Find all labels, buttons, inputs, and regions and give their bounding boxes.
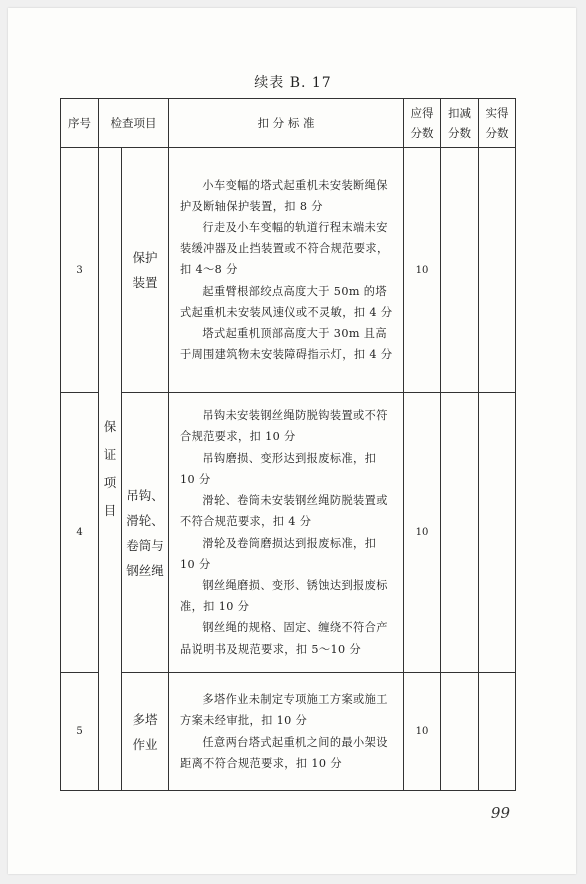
deduct-score [441,393,479,673]
standard-cell [169,148,404,393]
header-no: 序号 [61,99,99,148]
standard-item: 滑轮及卷筒磨损达到报废标准，扣 10 分 [180,536,377,571]
sub-item-line: 钢丝绳 [126,562,164,578]
sub-item-cell [122,673,169,791]
inspection-table [60,98,516,791]
header-deduct-line2: 分数 [448,126,471,140]
standard-cell [169,393,404,673]
actual-score [479,148,516,393]
table-caption: 续表 B. 17 [254,75,332,91]
major-item-label: 保证项目 [103,419,117,518]
deduct-score [441,148,479,393]
sub-item-line: 保护 [132,250,158,265]
sub-item-line: 装置 [132,275,158,290]
header-actual-line2: 分数 [485,126,509,140]
sub-item-cell [122,148,169,393]
standard-item: 行走及小车变幅的轨道行程末端未安装缓冲器及止挡装置或不符合规范要求，扣 4～8 分 [180,220,389,277]
standard-item: 钢丝绳磨损、变形、锈蚀达到报废标准，扣 10 分 [180,578,388,614]
actual-score [479,673,516,791]
deduct-score [441,673,479,791]
header-actual-score [479,99,516,148]
header-item: 检查项目 [99,99,169,148]
due-score: 10 [404,673,441,791]
sub-item-line: 吊钩、 [126,487,164,503]
header-deduct-score [441,99,479,148]
table-row [61,148,516,393]
standard-item: 起重臂根部绞点高度大于 50m 的塔式起重机未安装风速仪或不灵敏，扣 4 分 [180,284,393,319]
header-row [61,99,516,148]
major-item-cell [99,148,122,791]
header-due-line2: 分数 [410,126,434,140]
header-standard: 扣 分 标 准 [169,99,404,148]
due-score: 10 [404,148,441,393]
standard-item: 吊钩磨损、变形达到报废标准，扣 10 分 [180,451,377,486]
standard-item: 钢丝绳的规格、固定、缠绕不符合产品说明书及规范要求，扣 5～10 分 [180,621,388,656]
standard-item: 多塔作业未制定专项施工方案或施工方案未经审批，扣 10 分 [180,693,388,728]
row-number: 5 [61,673,99,791]
table-row [61,673,516,791]
sub-item-line: 多塔 [132,711,158,727]
standard-item: 塔式起重机顶部高度大于 30m 且高于周围建筑物未安装障碍指示灯，扣 4 分 [180,327,393,362]
table-row [61,393,516,673]
standard-item: 小车变幅的塔式起重机未安装断绳保护及断轴保护装置，扣 8 分 [180,178,388,213]
sub-item-line: 作业 [132,736,158,752]
standard-item: 滑轮、卷筒未安装钢丝绳防脱装置或不符合规范要求，扣 4 分 [180,494,388,529]
standard-item: 任意两台塔式起重机之间的最小架设距离不符合规范要求，扣 10 分 [180,735,388,770]
sub-item-cell [122,393,169,673]
header-actual-line1: 实得 [485,106,509,120]
due-score: 10 [404,393,441,673]
actual-score [479,393,516,673]
header-due-line1: 应得 [410,106,434,120]
sub-item-line: 卷筒与 [126,537,164,553]
page-number: 99 [490,804,510,822]
row-number: 3 [61,148,99,393]
standard-item: 吊钩未安装钢丝绳防脱钩装置或不符合规范要求，扣 10 分 [180,409,388,444]
sub-item-line: 滑轮、 [126,512,164,528]
standard-cell [169,673,404,791]
header-due-score [404,99,441,148]
header-deduct-line1: 扣减 [448,106,471,120]
row-number: 4 [61,393,99,673]
